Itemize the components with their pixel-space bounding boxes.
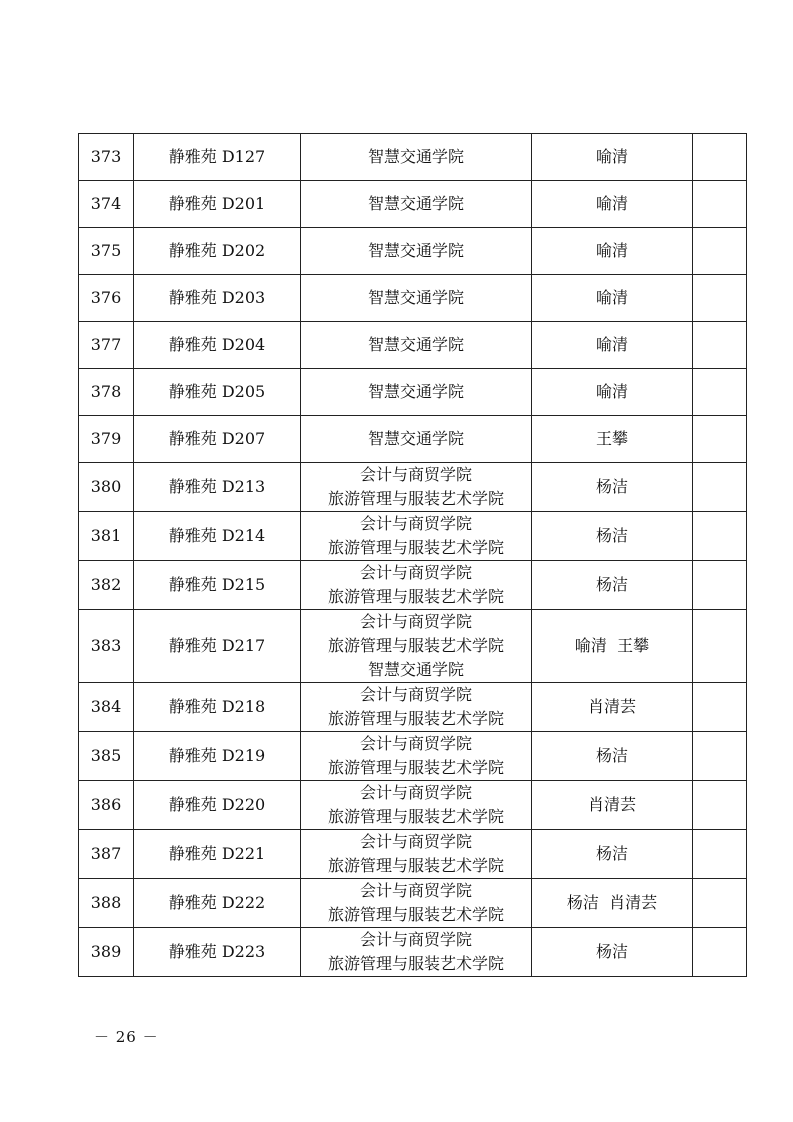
room-cell: 静雅苑 D222 — [134, 879, 301, 928]
table-row — [79, 322, 747, 369]
manager-cell: 喻清 — [532, 228, 693, 275]
college-name: 会计与商贸学院 — [359, 563, 472, 582]
table-row — [79, 928, 747, 977]
college-cell — [301, 228, 532, 275]
row-number: 379 — [79, 416, 134, 463]
table-row — [79, 228, 747, 275]
college-name: 智慧交通学院 — [367, 147, 464, 166]
manager-cell: 杨洁 肖清芸 — [532, 879, 693, 928]
room-cell: 静雅苑 D220 — [134, 781, 301, 830]
college-name: 旅游管理与服装艺术学院 — [327, 807, 504, 826]
table-row — [79, 181, 747, 228]
manager-cell: 喻清 — [532, 322, 693, 369]
manager-cell: 杨洁 — [532, 732, 693, 781]
row-number: 383 — [79, 610, 134, 683]
remark-cell — [693, 369, 747, 416]
college-name: 会计与商贸学院 — [359, 734, 472, 753]
remark-cell — [693, 512, 747, 561]
remark-cell — [693, 134, 747, 181]
manager-cell: 杨洁 — [532, 512, 693, 561]
manager-cell: 杨洁 — [532, 561, 693, 610]
table-row — [79, 512, 747, 561]
college-name: 智慧交通学院 — [367, 382, 464, 401]
table-row — [79, 463, 747, 512]
row-number: 377 — [79, 322, 134, 369]
row-number: 384 — [79, 683, 134, 732]
row-number: 386 — [79, 781, 134, 830]
college-cell — [301, 732, 532, 781]
manager-cell: 喻清 — [532, 275, 693, 322]
table-row — [79, 416, 747, 463]
page-number: － 26 － — [94, 1028, 159, 1046]
room-cell: 静雅苑 D203 — [134, 275, 301, 322]
college-name: 智慧交通学院 — [367, 429, 464, 448]
remark-cell — [693, 610, 747, 683]
college-cell — [301, 879, 532, 928]
room-cell: 静雅苑 D221 — [134, 830, 301, 879]
room-cell: 静雅苑 D204 — [134, 322, 301, 369]
college-name: 旅游管理与服装艺术学院 — [327, 709, 504, 728]
table-row — [79, 134, 747, 181]
room-cell: 静雅苑 D217 — [134, 610, 301, 683]
college-name: 会计与商贸学院 — [359, 685, 472, 704]
manager-cell: 喻清 — [532, 369, 693, 416]
room-cell: 静雅苑 D218 — [134, 683, 301, 732]
room-cell: 静雅苑 D215 — [134, 561, 301, 610]
remark-cell — [693, 181, 747, 228]
college-cell — [301, 463, 532, 512]
manager-cell: 喻清 — [532, 181, 693, 228]
remark-cell — [693, 683, 747, 732]
row-number: 388 — [79, 879, 134, 928]
manager-cell: 王攀 — [532, 416, 693, 463]
college-cell — [301, 830, 532, 879]
college-name: 会计与商贸学院 — [359, 783, 472, 802]
table-row — [79, 561, 747, 610]
row-number: 375 — [79, 228, 134, 275]
college-name: 智慧交通学院 — [367, 194, 464, 213]
college-name: 旅游管理与服装艺术学院 — [327, 954, 504, 973]
college-cell — [301, 322, 532, 369]
remark-cell — [693, 879, 747, 928]
row-number: 380 — [79, 463, 134, 512]
college-name: 旅游管理与服装艺术学院 — [327, 538, 504, 557]
remark-cell — [693, 228, 747, 275]
college-name: 会计与商贸学院 — [359, 612, 472, 631]
table-row — [79, 369, 747, 416]
college-name: 会计与商贸学院 — [359, 881, 472, 900]
manager-cell: 肖清芸 — [532, 781, 693, 830]
row-number: 389 — [79, 928, 134, 977]
remark-cell — [693, 781, 747, 830]
room-cell: 静雅苑 D205 — [134, 369, 301, 416]
manager-cell: 杨洁 — [532, 830, 693, 879]
remark-cell — [693, 928, 747, 977]
college-name: 旅游管理与服装艺术学院 — [327, 636, 504, 655]
college-cell — [301, 181, 532, 228]
room-cell: 静雅苑 D223 — [134, 928, 301, 977]
college-cell — [301, 416, 532, 463]
row-number: 382 — [79, 561, 134, 610]
room-cell: 静雅苑 D219 — [134, 732, 301, 781]
college-cell — [301, 683, 532, 732]
manager-cell: 喻清 王攀 — [532, 610, 693, 683]
college-name: 旅游管理与服装艺术学院 — [327, 905, 504, 924]
table-row — [79, 830, 747, 879]
remark-cell — [693, 732, 747, 781]
manager-cell: 杨洁 — [532, 463, 693, 512]
remark-cell — [693, 463, 747, 512]
manager-cell: 肖清芸 — [532, 683, 693, 732]
college-cell — [301, 275, 532, 322]
table-row — [79, 879, 747, 928]
college-name: 旅游管理与服装艺术学院 — [327, 758, 504, 777]
room-cell: 静雅苑 D201 — [134, 181, 301, 228]
college-name: 智慧交通学院 — [367, 660, 464, 679]
college-cell — [301, 561, 532, 610]
manager-cell: 喻清 — [532, 134, 693, 181]
room-cell: 静雅苑 D127 — [134, 134, 301, 181]
row-number: 373 — [79, 134, 134, 181]
college-cell — [301, 610, 532, 683]
college-cell — [301, 928, 532, 977]
college-name: 会计与商贸学院 — [359, 832, 472, 851]
row-number: 376 — [79, 275, 134, 322]
remark-cell — [693, 830, 747, 879]
college-name: 智慧交通学院 — [367, 288, 464, 307]
row-number: 387 — [79, 830, 134, 879]
college-name: 会计与商贸学院 — [359, 514, 472, 533]
college-name: 会计与商贸学院 — [359, 465, 472, 484]
row-number: 374 — [79, 181, 134, 228]
college-name: 智慧交通学院 — [367, 335, 464, 354]
college-cell — [301, 369, 532, 416]
table-row — [79, 781, 747, 830]
college-name: 会计与商贸学院 — [359, 930, 472, 949]
remark-cell — [693, 561, 747, 610]
manager-cell: 杨洁 — [532, 928, 693, 977]
remark-cell — [693, 416, 747, 463]
remark-cell — [693, 275, 747, 322]
table-row — [79, 610, 747, 683]
college-cell — [301, 134, 532, 181]
table-row — [79, 683, 747, 732]
table-body — [79, 134, 747, 977]
room-cell: 静雅苑 D207 — [134, 416, 301, 463]
room-cell: 静雅苑 D202 — [134, 228, 301, 275]
table-row — [79, 732, 747, 781]
row-number: 381 — [79, 512, 134, 561]
college-cell — [301, 512, 532, 561]
college-name: 旅游管理与服装艺术学院 — [327, 489, 504, 508]
remark-cell — [693, 322, 747, 369]
table-row — [79, 275, 747, 322]
college-name: 旅游管理与服装艺术学院 — [327, 856, 504, 875]
room-cell: 静雅苑 D213 — [134, 463, 301, 512]
room-cell: 静雅苑 D214 — [134, 512, 301, 561]
dormitory-table — [78, 133, 747, 977]
row-number: 385 — [79, 732, 134, 781]
row-number: 378 — [79, 369, 134, 416]
college-cell — [301, 781, 532, 830]
college-name: 智慧交通学院 — [367, 241, 464, 260]
college-name: 旅游管理与服装艺术学院 — [327, 587, 504, 606]
